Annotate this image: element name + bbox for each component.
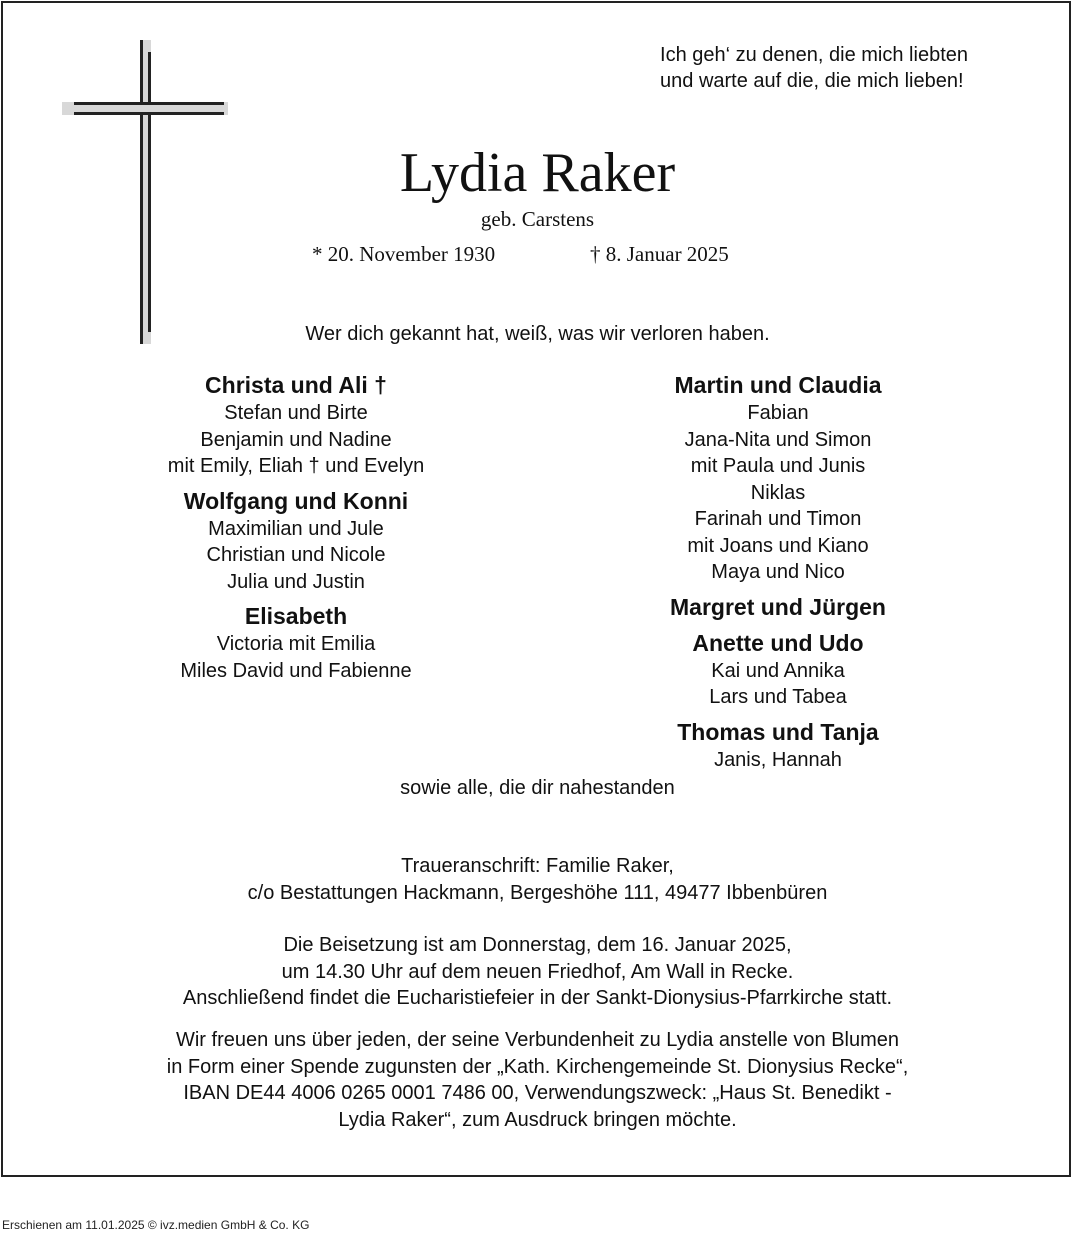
- funeral-line: um 14.30 Uhr auf dem neuen Friedhof, Am Wall in Recke.: [281, 960, 794, 983]
- mourner-member: Niklas: [750, 481, 806, 504]
- mourner-group-head: Christa und Ali †: [205, 372, 387, 398]
- mourners-left: [86, 370, 506, 690]
- donation-line: Wir freuen uns über jeden, der seine Verbundenheit zu Lydia anstelle von Blumen: [175, 1029, 900, 1051]
- donation-line: Lydia Raker“, zum Ausdruck bringen möchte.: [338, 1108, 737, 1131]
- mourner-group-head: Wolfgang und Konni: [183, 487, 409, 514]
- mourner-group: [86, 601, 506, 684]
- condolence-address: [0, 853, 1075, 906]
- birth-name: geb. Carstens: [480, 207, 595, 231]
- funeral-info: [0, 932, 1075, 1012]
- donation-line: in Form einer Spende zugunsten der „Kath. Kirchengemeinde St. Dionysius Recke“,: [166, 1055, 909, 1078]
- mourner-group: [568, 592, 988, 622]
- mourner-member: Janis, Hannah: [714, 748, 842, 771]
- mourner-member: Lars und Tabea: [709, 686, 847, 708]
- mourner-group-head: Martin und Claudia: [674, 372, 882, 398]
- mourner-group-head: Anette und Udo: [692, 629, 864, 656]
- mourner-member: Victoria mit Emilia: [216, 633, 376, 655]
- mourner-member: Stefan und Birte: [224, 402, 368, 424]
- address-line: Traueranschrift: Familie Raker,: [401, 855, 674, 877]
- footer-credit: Erschienen am 11.01.2025 © ivz.medien GmbH & Co. KG: [2, 1218, 310, 1232]
- mourner-member: mit Emily, Eliah † und Evelyn: [167, 455, 425, 477]
- mourner-group: [568, 628, 988, 711]
- mourner-member: Maximilian und Jule: [208, 517, 384, 540]
- mourner-member: Miles David und Fabienne: [180, 659, 412, 682]
- mourner-member: Farinah und Timon: [694, 508, 862, 530]
- quote-line: und warte auf die, die mich lieben!: [660, 70, 964, 92]
- quote-line: Ich geh‘ zu denen, die mich liebten: [660, 44, 968, 66]
- address-line: c/o Bestattungen Hackmann, Bergeshöhe 111, 49477 Ibbenbüren: [247, 881, 828, 904]
- mourner-member: mit Paula und Junis: [690, 455, 866, 477]
- mourner-member: Julia und Justin: [227, 570, 365, 593]
- mourner-member: Christian und Nicole: [206, 544, 386, 566]
- subtitle: Wer dich gekannt hat, weiß, was wir verloren haben.: [305, 323, 770, 345]
- funeral-line: Die Beisetzung ist am Donnerstag, dem 16. Januar 2025,: [283, 934, 792, 956]
- mourner-group: [568, 717, 988, 774]
- mourner-member: Jana-Nita und Simon: [684, 428, 872, 451]
- mourner-group: [86, 486, 506, 596]
- donation-line: IBAN DE44 4006 0265 0001 7486 00, Verwendungszweck: „Haus St. Benedikt -: [183, 1082, 892, 1104]
- deceased-name: Lydia Raker: [399, 142, 676, 204]
- mourner-group-head: Elisabeth: [244, 603, 348, 629]
- mourner-member: Benjamin und Nadine: [200, 428, 392, 451]
- mourner-member: Kai und Annika: [711, 659, 845, 682]
- funeral-line: Anschließend findet die Eucharistiefeier in der Sankt-Dionysius-Pfarrkirche statt.: [182, 987, 893, 1009]
- mourner-group: [568, 370, 988, 586]
- quote: [660, 42, 968, 94]
- mourner-member: mit Joans und Kiano: [687, 534, 869, 557]
- mourner-group-head: Margret und Jürgen: [670, 593, 886, 620]
- mourner-member: Fabian: [747, 402, 809, 424]
- closing-line: sowie alle, die dir nahestanden: [400, 777, 675, 799]
- mourner-group: [86, 370, 506, 480]
- mourner-member: Maya und Nico: [711, 561, 845, 583]
- mourner-group-head: Thomas und Tanja: [677, 718, 879, 745]
- death-date: † 8. Januar 2025: [590, 242, 729, 266]
- donation-info: [0, 1027, 1075, 1133]
- mourners-right: [568, 370, 988, 779]
- birth-date: * 20. November 1930: [312, 242, 496, 266]
